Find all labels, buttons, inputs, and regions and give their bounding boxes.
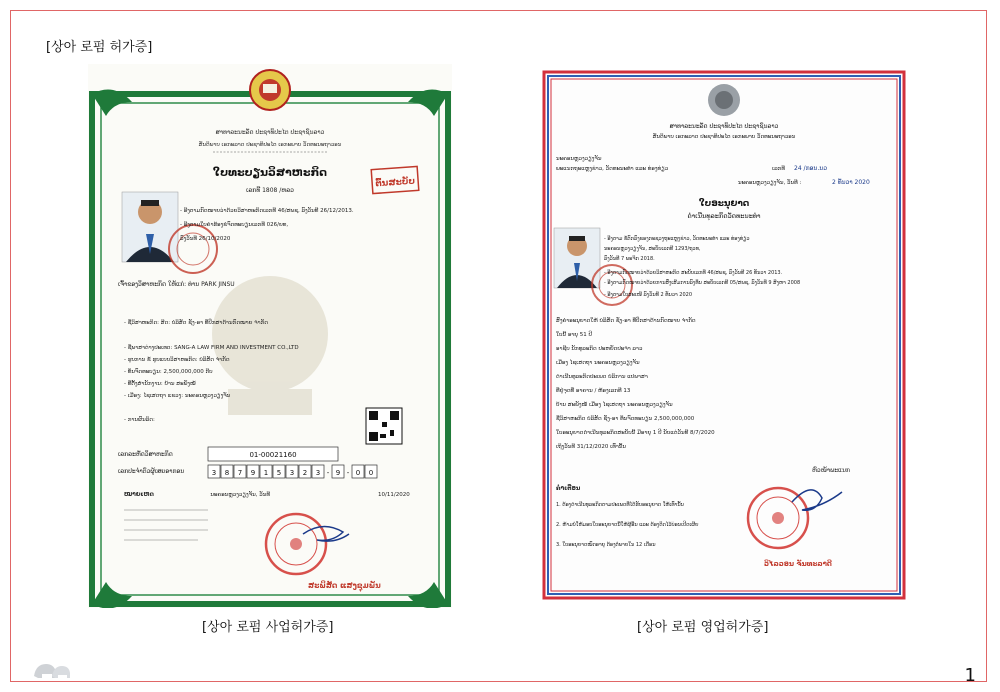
doc2-field-6: ບ້ານ ສະພັງໝໍ້ ເມືອງ ໄຊເສດຖາ ນະຄອນຫຼວງວຽງຈັນ (556, 402, 673, 408)
tax-digit: 0 (368, 469, 374, 477)
doc2-field-9: ເຖິງວັນທີ 31/12/2020 ເທົ່ານັ້ນ (556, 444, 627, 450)
doc2-number-value: 24 /ກອນ.ນວ (794, 165, 827, 172)
issue-date: 10/11/2020 (378, 492, 410, 498)
doc1-field-3: - ທຶນຈົດທະບຽນ: 2,500,000,000 ກີບ (124, 369, 213, 375)
doc2-org-line1: ນະຄອນຫຼວງວຽງຈັນ (556, 156, 602, 162)
doc1-signature-name: ສະພິສັດ ແສງຊຸມພັນ (308, 581, 381, 590)
doc2-body-1: ນະຄອນຫຼວງວຽງຈັນ, ສະບັບເລກທີ 1293/ຖວທ, (604, 246, 701, 252)
doc2-body-5: - ອີງຕາມໃບສະເໜີ ລົງວັນທີ 2 ທັນວາ 2020 (604, 292, 693, 298)
doc1-ref-line1: - ອີງຕາມກົດໝາຍວ່າດ້ວຍວິສາຫະກິດເລກທີ 46/ສພຊ, ລົງວັນທີ 26/12/2013. (180, 208, 354, 214)
tax-digit: 0 (355, 469, 361, 477)
issue-place: ນະຄອນຫຼວງວຽງຈັນ, ວັນທີ (210, 492, 270, 498)
doc2-note-2: 3. ໃບອະນຸຍາດໝົດອາຍຸ ຕ້ອງຕໍ່ພາຍໃນ 12 ເດືອນ (556, 542, 656, 548)
doc2-field-1: ໃບນີ້ ອາຍຸ 51 ປີ (556, 332, 592, 338)
doc2-field-0: ສົ່ງຄຳອະນຸຍາດໃຫ້ ບໍລິສັດ ຊັ່ງ-ອາ ທີ່ປຶກສາດ້ານກົດໝາຍ ຈຳກັດ (556, 318, 696, 324)
doc1-field-6: - ການຜົນລິດ: (124, 417, 155, 423)
tax-digit: - (346, 469, 350, 477)
tax-digit: 1 (263, 469, 269, 477)
tax-digit: - (326, 469, 330, 477)
doc1-header-line2: ສັນຕິພາບ ເອກະລາດ ປະຊາທິປະໄຕ ເອກະພາບ ວັດທະນະຖາວອນ (198, 142, 342, 148)
doc1-title: ໃບທະບຽນວິສາຫະກິດ (212, 166, 328, 179)
doc2-field-2: ອາຊີບ ນັກທຸລະກິດ ປະຫຍັດປະຈຳ ລາວ (556, 346, 643, 352)
doc2-field-7: ຊື່ວິສາຫະກິດ ບໍລິສັດ ຊັ່ງ-ອາ ທຶນຈົດທະບຽນ 2,500,000,000 (556, 416, 695, 422)
tax-digit: 9 (250, 469, 256, 477)
tax-digit: 2 (302, 469, 308, 477)
original-stamp: ຕົ້ນສະບັບ (375, 176, 416, 190)
registration-number: 01-00021160 (249, 451, 297, 459)
doc1-note-title: ໝາຍເຫດ (124, 491, 154, 498)
doc2-field-5: ທີ່ຢູ່ຈຸດທີ່ ອາຄານ / ຫ້ອງເລກທີ 13 (556, 388, 631, 394)
tax-digit: 5 (276, 469, 282, 477)
caption-operating-license: [상아 로펌 영업허가증] (637, 620, 769, 635)
doc2-note-0: 1. ຕ້ອງດຳເນີນທຸລະກິດຕາມປະເພດທີ່ໄດ້ຮັບອະນຸຍາດ ໃຫ້ເທົ່ານັ້ນ (556, 502, 684, 508)
doc2-header-line2: ສັນຕິພາບ ເອກະລາດ ປະຊາທິປະໄຕ ເອກະພາບ ວັດທະນະຖາວອນ (652, 134, 796, 140)
doc2-date-label: ນະຄອນຫຼວງວຽງຈັນ, ວັນທີ : (738, 180, 802, 186)
registration-label: ເລກລະຫັດວິສາຫະກິດ (118, 451, 173, 458)
doc1-field-5: - ເມືອງ: ໄຊເສດຖາ ແຂວງ: ນະຄອນຫຼວງວຽງຈັນ (124, 393, 231, 399)
page-number: 1 (964, 665, 976, 686)
tax-label: ເລກປະຈຳຕົວຜູ້ເສຍອາກອນ (118, 468, 185, 475)
elephant-logo-icon (30, 654, 74, 684)
tax-digit: 3 (289, 469, 295, 477)
doc2-body-3: - ອີງຕາມກົດໝາຍວ່າດ້ວຍວິສາຫະກິດ ສະບັບເລກທີ 46/ສພຊ, ລົງວັນທີ 26 ທັນວາ 2013. (604, 270, 783, 276)
tax-digit: 3 (315, 469, 321, 477)
doc2-field-3: ເມືອງ ໄຊເສດຖາ ນະຄອນຫຼວງວຽງຈັນ (556, 360, 640, 366)
doc2-header-line1: ສາທາລະນະລັດ ປະຊາທິປະໄຕ ປະຊາຊົນລາວ (669, 123, 779, 130)
doc2-signer-title: ຫົວໜ້າພະແນກ (812, 467, 850, 474)
doc1-field-2: - ຮູບການ ຂໍ້ ຮູບແບບວິສາຫະກິດ: ບໍລິສັດ ຈຳກັດ (124, 357, 230, 363)
doc1-number: ເລກທີ 1808 /ຫລວ (246, 187, 294, 194)
doc2-date-value: 2 ທັນວາ 2020 (832, 179, 870, 186)
page-heading: [상아 로펌 허가증] (46, 40, 153, 55)
tax-digit: 8 (224, 469, 230, 477)
doc2-signature-name: ວິໄລວອນ ຈັນທະລາດີ (764, 560, 832, 568)
doc2-field-8: ໃບອະນຸຍາດດຳເນີນທຸລະກິດສະບັບນີ້ ມີອາຍຸ 1 ປີ ນັບແຕ່ວັນທີ 8/7/2020 (556, 430, 715, 436)
doc2-note-1: 2. ຫ້າມບໍ່ໃຫ້ມອບໃບອະນຸຍາດນີ້ໃຫ້ຜູ້ອື່ນ ແລະ ຕ້ອງຕິດໄວ້ບ່ອນເປີດເຜີຍ (556, 522, 699, 528)
doc2-subtitle: ດຳເນີນທຸລະກິດວັດທະນະທຳ (687, 212, 761, 220)
doc2-org-line2: ພະແນກຖະແຫຼງຂ່າວ, ວັດທະນະທຳ ແລະ ທ່ອງທ່ຽວ (556, 166, 669, 172)
doc2-body-0: - ອີງຕາມ ຂໍ້ຕົກລົງຂອງກະຊວງຖະແຫຼງຂ່າວ, ວັດທະນະທຳ ແລະ ທ່ອງທ່ຽວ (604, 236, 750, 242)
qr-code-icon (366, 408, 402, 444)
doc2-title: ໃບອະນຸຍາດ (698, 199, 750, 209)
doc2-note-title: ຄຳເຕືອນ (556, 485, 581, 492)
tax-digit: 7 (237, 469, 243, 477)
tax-digit: 9 (335, 469, 341, 477)
business-registration-certificate (88, 64, 452, 608)
doc2-body-2: ລົງວັນທີ 7 ພະຈິກ 2018. (604, 256, 655, 262)
doc1-field-4: - ທີ່ຕັ້ງສຳນັກງານ: ບ້ານ ສະພັງໝໍ້ (124, 381, 196, 387)
caption-business-registration: [상아 로펌 사업허가증] (202, 620, 334, 635)
operating-license (542, 70, 906, 600)
doc1-ref-line3: ລົງວັນທີ 26/10/2020 (180, 236, 231, 242)
doc1-field-1: - ຊື່ພາສາຕ່າງປະເທດ: SANG-A LAW FIRM AND INVESTMENT CO.,LTD (124, 345, 299, 351)
doc1-header-line1: ສາທາລະນະລັດ ປະຊາທິປະໄຕ ປະຊາຊົນລາວ (215, 129, 325, 136)
doc1-ref-line2: - ອີງຕາມໃບຄຳຮ້ອງຂໍຈົດທະບຽນເລກທີ 026/ຍທ, (180, 222, 289, 228)
tax-digit: 3 (211, 469, 217, 477)
doc2-number-label: ເລກທີ (772, 166, 785, 172)
doc1-investor: ເຈົ້າຂອງວິສາຫະກິດ ໃຫ້ແກ່: ທ່ານ PARK JINSU (118, 281, 235, 288)
doc1-field-0: - ຊື່ວິສາຫະກິດ: ສິດ: ບໍລິສັດ ຊັ່ງ-ອາ ທີ່ປຶກສາດ້ານກົດໝາຍ ຈຳກັດ (124, 320, 268, 326)
doc2-field-4: ດຳເນີນທຸລະກິດປະເພດ ບໍລິການ ແປພາສາ (556, 374, 648, 380)
doc2-body-4: - ອີງຕາມກົດໝາຍວ່າດ້ວຍການສົ່ງເສີມການລົງທຶນ ສະບັບເລກທີ 05/ສພຊ, ລົງວັນທີ 9 ສິງຫາ 2008 (604, 280, 801, 286)
